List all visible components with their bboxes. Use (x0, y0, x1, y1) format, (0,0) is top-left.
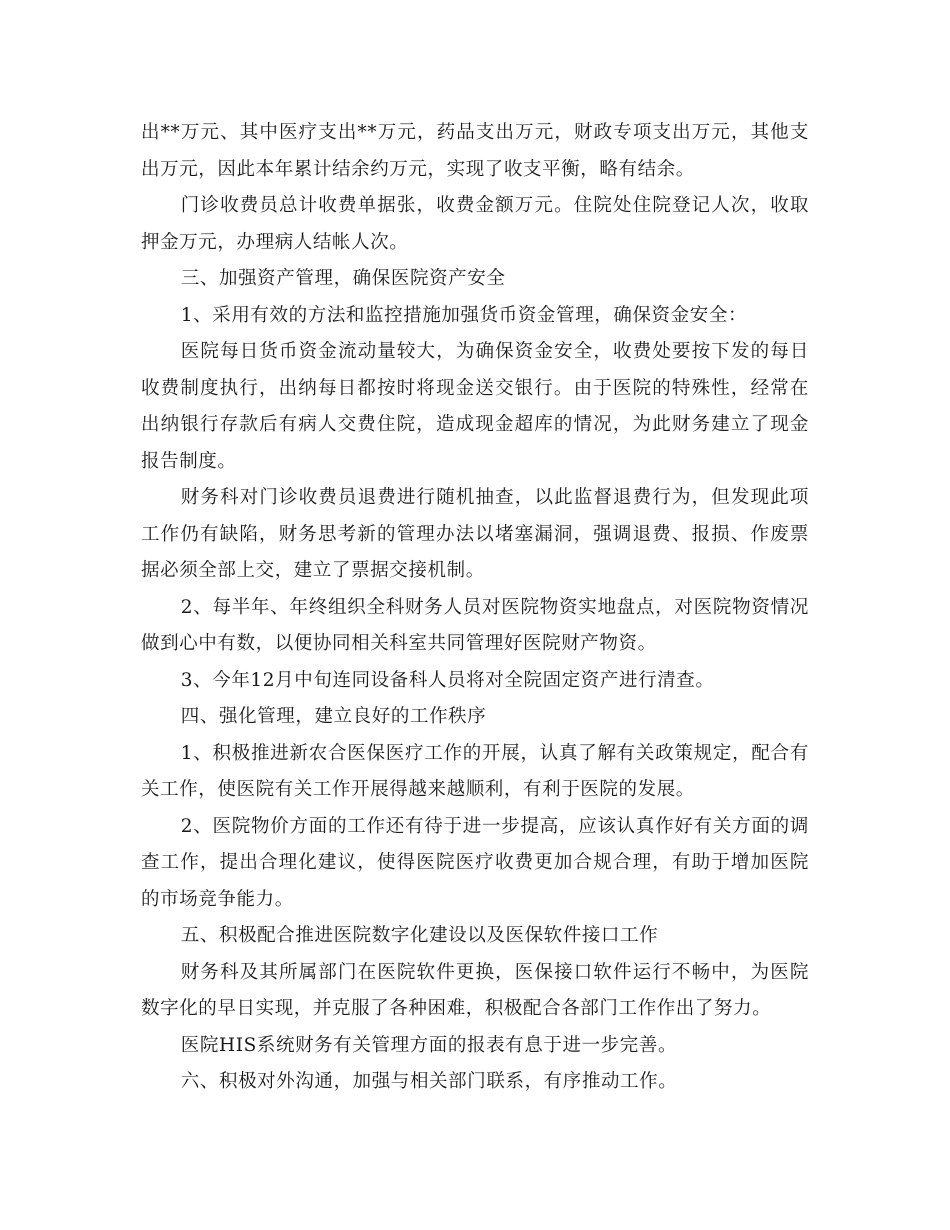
paragraph-outpatient-fees: 门诊收费员总计收费单据张，收费金额万元。住院处住院登记人次，收取押金万元，办理病人结帐人次。 (141, 195, 809, 253)
section-heading-5: 五、积极配合推进医院数字化建设以及医保软件接口工作 (180, 925, 659, 946)
document-body (141, 115, 809, 1101)
subheading-3-1: 1、采用有效的方法和监控措施加强货币资金管理，确保资金安全： (180, 304, 748, 326)
section-heading-4: 四、强化管理，建立良好的工作秩序 (180, 706, 487, 727)
paragraph-software-upgrade: 财务科及其所属部门在医院软件更换，医保接口软件运行不畅中，为医院数字化的早日实现，并克服了各种困难，积极配合各部门工作作出了努力。 (141, 961, 809, 1019)
paragraph-refund-audit: 财务科对门诊收费员退费进行随机抽查，以此监督退费行为，但发现此项工作仍有缺陷，财务思考新的管理办法以堵塞漏洞，强调退费、报损、作废票据必须全部上交，建立了票据交接机制。 (141, 487, 809, 581)
subheading-3-3: 3、今年12月中旬连同设备科人员将对全院固定资产进行清查。 (180, 669, 715, 691)
section-heading-6: 六、积极对外沟通，加强与相关部门联系，有序推动工作。 (180, 1071, 678, 1092)
subheading-3-2: 2、每半年、年终组织全科财务人员对医院物资实地盘点，对医院物资情况做到心中有数，以便协同相关科室共同管理好医院财产物资。 (141, 596, 809, 654)
paragraph-continuation: 出**万元、其中医疗支出**万元，药品支出万元，财政专项支出万元，其他支出万元，因此本年累计结余约万元，实现了收支平衡，略有结余。 (141, 122, 809, 180)
section-heading-3: 三、加强资产管理，确保医院资产安全 (180, 268, 506, 289)
subheading-4-2: 2、医院物价方面的工作还有待于进一步提高，应该认真作好有关方面的调查工作，提出合理化建议，使得医院医疗收费更加合规合理，有助于增加医院的市场竞争能力。 (141, 815, 809, 910)
paragraph-cash-management: 医院每日货币资金流动量较大，为确保资金安全，收费处要按下发的每日收费制度执行，出纳每日都按时将现金送交银行。由于医院的特殊性，经常在出纳银行存款后有病人交费住院，造成现金超库的情况，为此财务建立了现金报告制度。 (141, 341, 809, 472)
subheading-4-1: 1、积极推进新农合医保医疗工作的开展，认真了解有关政策规定，配合有关工作，使医院有关工作开展得越来越顺利，有利于医院的发展。 (141, 742, 809, 800)
paragraph-his-reports: 医院HIS系统财务有关管理方面的报表有息于进一步完善。 (180, 1034, 678, 1056)
